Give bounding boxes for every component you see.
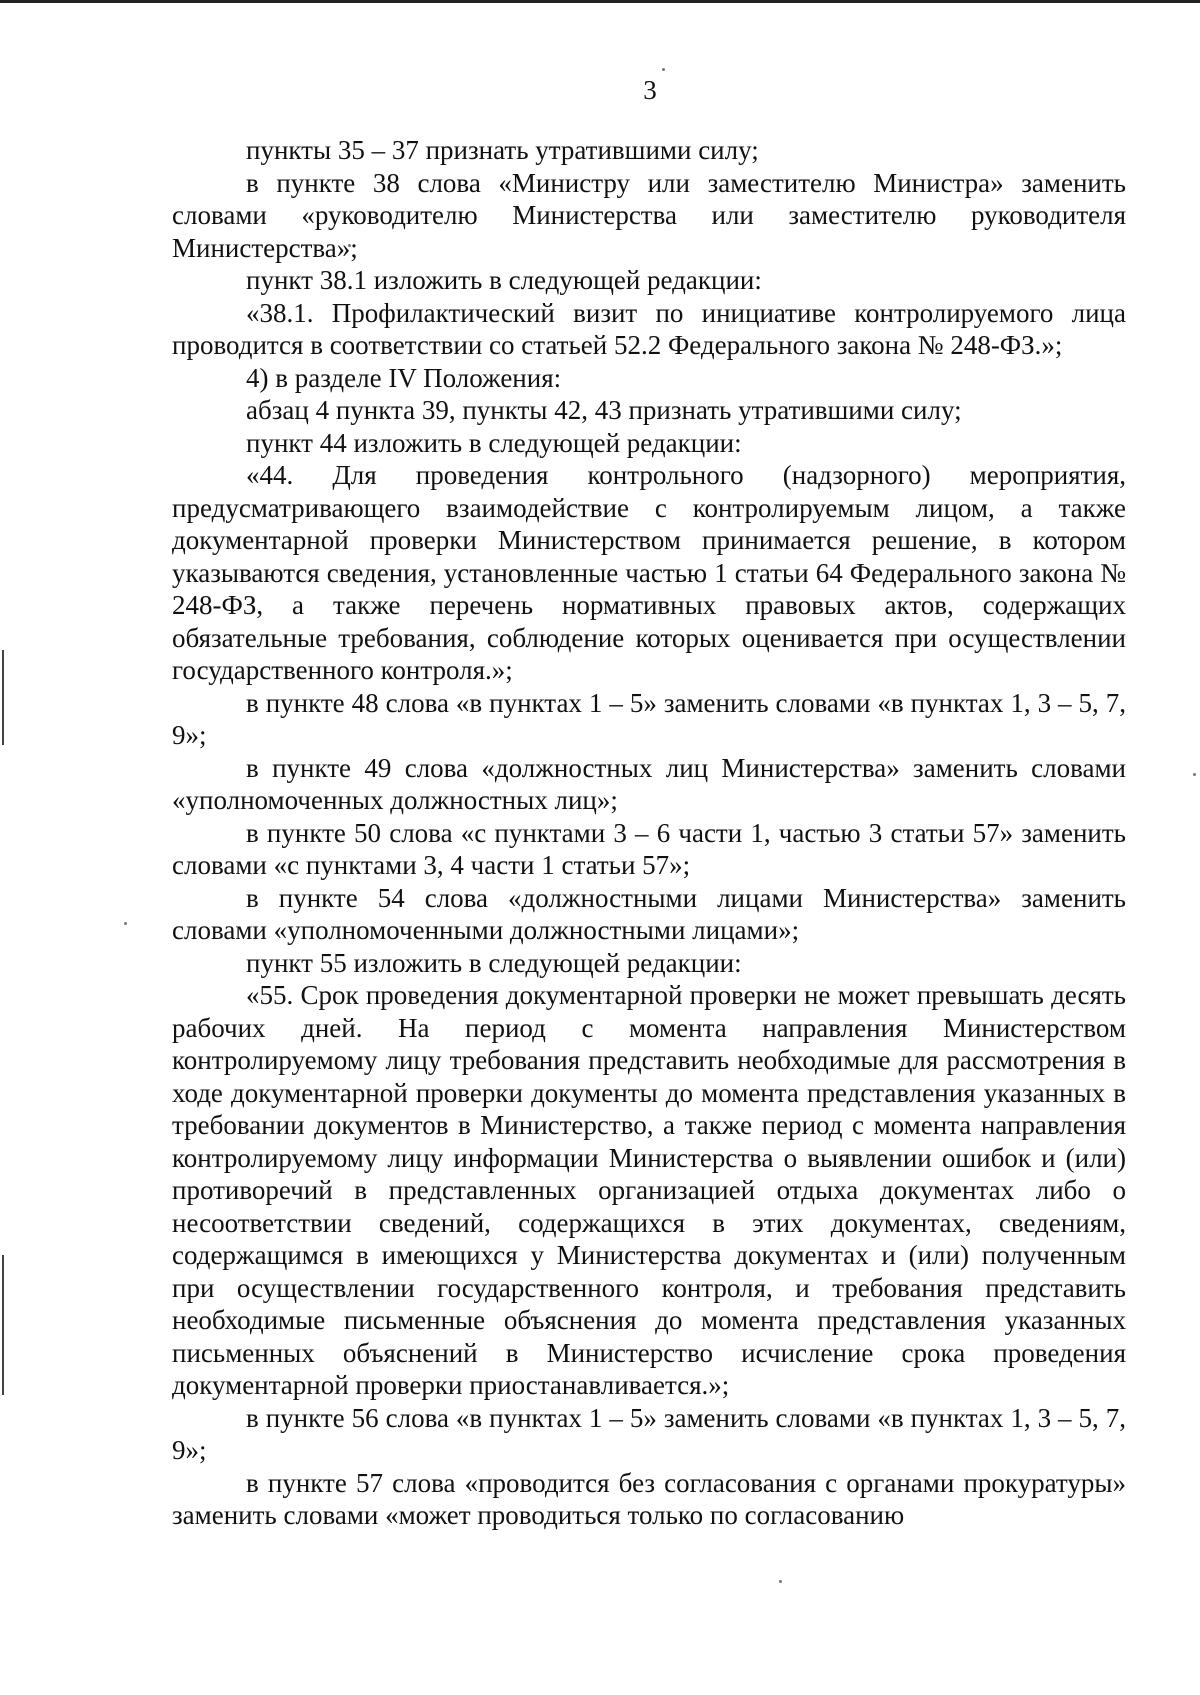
scan-speck [124, 922, 127, 925]
paragraph: пункт 55 изложить в следующей редакции: [246, 947, 742, 978]
paragraph: пункт 38.1 изложить в следующей редакции: [246, 265, 762, 295]
paragraph: «55. Срок проведения документарной проверки не может превышать десять рабочих дней. На период с момента направления Министерством контролируемому лицу требования представить необходимые для рассмотрения в ходе документарной проверки документы до момента представления указанных в требовании документов в Министерство, а также период с момента направления контролируемому лицу информации Министерства о выявлении ошибок и (или) противоречий в представленных организацией отдыха документах либо о несоответствии сведений, содержащихся в этих документах, сведениям, содержащимся в имеющихся у Министерства документах и (или) полученным при осуществлении государственного контроля, и требования представить необходимые письменные объяснения до момента представления указанных письменных объяснений в Министерство исчисление срока проведения документарной проверки приостанавливается.»; [172, 980, 1126, 1400]
page-number: 3 [643, 75, 657, 105]
paragraph: абзац 4 пункта 39, пункты 42, 43 признать утратившими силу; [246, 395, 962, 425]
scan-top-edge [0, 0, 1200, 3]
paragraph: в пункте 38 слова «Министру или заместителю Министра» заменить словами «руководителю Министерства или заместителю руководителя Министерства»; [172, 167, 1126, 263]
body-text [172, 134, 1126, 1532]
paragraph: в пункте 48 слова «в пунктах 1 – 5» заменить словами «в пунктах 1, 3 – 5, 7, 9»; [172, 687, 1126, 750]
paragraph: «38.1. Профилактический визит по инициативе контролируемого лица проводится в соответствии со статьей 52.2 Федерального закона № 248-ФЗ.»; [172, 297, 1126, 360]
paragraph: в пункте 49 слова «должностных лиц Министерства» заменить словами «уполномоченных должностных лиц»; [172, 752, 1126, 815]
paragraph: в пункте 54 слова «должностными лицами Министерства» заменить словами «уполномоченными должностными лицами»; [172, 882, 1126, 945]
paragraph: пункты 35 – 37 признать утратившими силу; [246, 135, 759, 165]
scan-speck [779, 1580, 782, 1583]
scan-left-edge-mark [2, 650, 4, 745]
paragraph: в пункте 56 слова «в пунктах 1 – 5» заменить словами «в пунктах 1, 3 – 5, 7, 9»; [172, 1402, 1126, 1465]
scan-speck [1193, 773, 1196, 776]
paragraph: в пункте 50 слова «с пунктами 3 – 6 части 1, частью 3 статьи 57» заменить словами «с пунктами 3, 4 части 1 статьи 57»; [172, 817, 1126, 880]
scan-left-edge-mark [2, 1255, 4, 1395]
paragraph: пункт 44 изложить в следующей редакции: [246, 427, 742, 458]
scan-speck [662, 68, 665, 71]
paragraph: 4) в разделе IV Положения: [246, 362, 562, 393]
paragraph: «44. Для проведения контрольного (надзорного) мероприятия, предусматривающего взаимодействие с контролируемым лицом, а также документарной проверки Министерством принимается решение, в котором указываются сведения, установленные частью 1 статьи 64 Федерального закона № 248-ФЗ, а также перечень нормативных правовых актов, содержащих обязательные требования, соблюдение которых оценивается при осуществлении государственного контроля.»; [172, 460, 1126, 685]
paragraph: в пункте 57 слова «проводится без согласования с органами прокуратуры» заменить словами «может проводиться только по согласованию [172, 1467, 1126, 1530]
